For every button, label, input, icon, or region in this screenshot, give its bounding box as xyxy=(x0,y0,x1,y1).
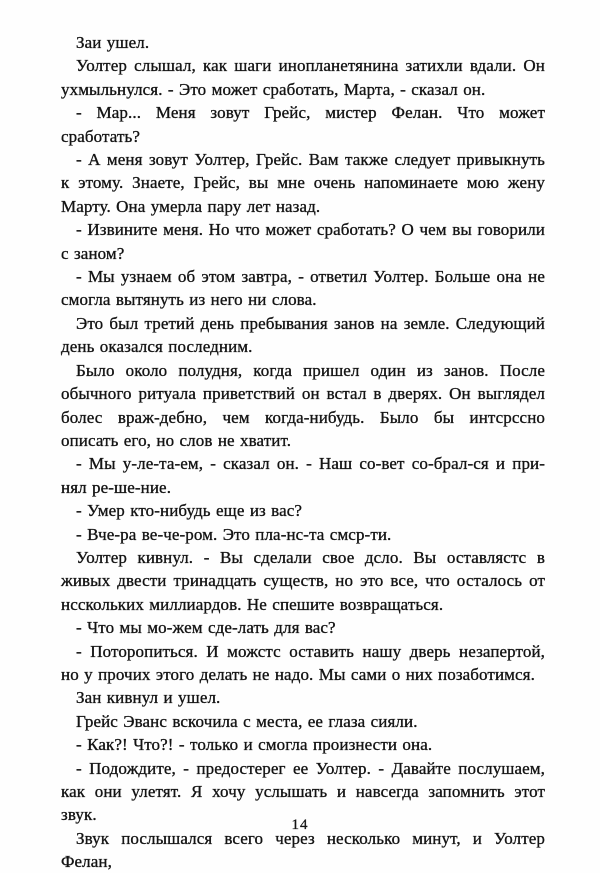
paragraph: - Подождите, - предостерег ее Уолтер. - Давайте послушаем, как они улетят. Я хочу услышать и навсегда запомнить этот звук. xyxy=(61,758,545,825)
paragraph: - Вче-ра ве-че-ром. Это пла-нс-та смср-ти. xyxy=(76,524,392,544)
paragraph: - Мы узнаем об этом завтра, - ответил Уолтер. Больше она не смогла вытянуть из него ни слова. xyxy=(61,267,545,310)
paragraph: Звук послышался всего через несколько минут, и Уолтер Фелан, xyxy=(61,828,545,872)
paragraph: Было около полудня, когда пришел один из занов. После обычного ритуала приветствий он встал в дверях. Он выглядел болес враж-дебно, чем когда-нибудь. Было бы интсрссно описать его, но слов не хватит. xyxy=(61,360,545,450)
page-text xyxy=(61,31,545,873)
paragraph: - Что мы мо-жем сде-лать для вас? xyxy=(76,618,336,638)
paragraph: - Как?! Что?! - только и смогла произнести она. xyxy=(76,735,433,755)
paragraph: Грейс Эванс вскочила с места, ее глаза сияли. xyxy=(76,711,418,731)
paragraph: Это был третий день пребывания занов на земле. Следующий день оказался последним. xyxy=(61,313,545,357)
paragraph: - Мы у-ле-та-ем, - сказал он. - Наш со-вет со-брал-ся и при-нял ре-ше-ние. xyxy=(61,454,545,497)
paragraph: - Поторопиться. И можстс оставить нашу дверь незапертой, но у прочих этого делать не надо. Мы сами о них позаботимся. xyxy=(61,641,545,684)
paragraph: Уолтер кивнул. - Вы сделали свое дсло. Вы оставлястс в живых двести тринадцать существ, но это все, что осталось от нсскольких миллиардов. Не спешите возвращаться. xyxy=(61,547,545,614)
paragraph: - Умер кто-нибудь еще из вас? xyxy=(76,501,303,521)
paragraph: Зан кивнул и ушел. xyxy=(76,688,221,708)
paragraph: Уолтер слышал, как шаги инопланетянина затихли вдали. Он ухмыльнулся. - Это может сработать, Марта, - сказал он. xyxy=(61,56,545,99)
paragraph: Заи ушел. xyxy=(76,33,150,52)
page-number: 14 xyxy=(291,817,309,833)
paragraph: - А меня зовут Уолтер, Грейс. Вам также следует привыкнуть к этому. Знаете, Грейс, вы мне очень напоминаете мою жену Марту. Она умерла пару лет назад. xyxy=(61,150,545,216)
paragraph: - Мар... Меня зовут Грейс, мистер Фелан. Что может сработать? xyxy=(61,103,545,146)
paragraph: - Извините меня. Но что может сработать? О чем вы говорили с заном? xyxy=(61,220,545,263)
